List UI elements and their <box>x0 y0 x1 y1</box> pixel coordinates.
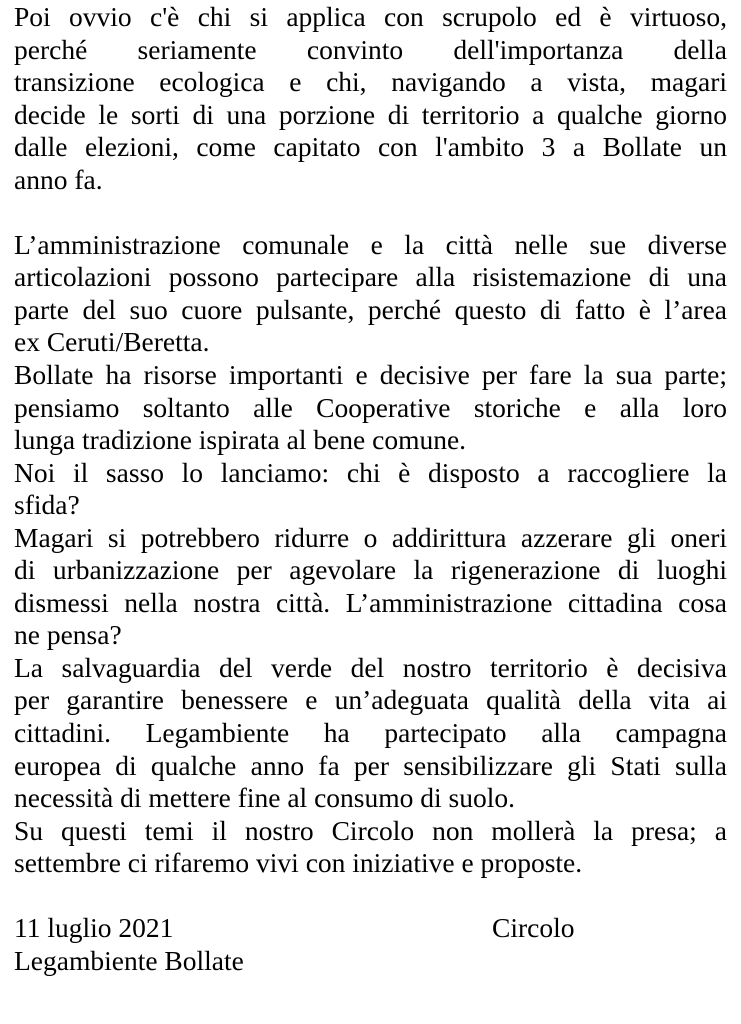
signature-line-1 <box>14 912 727 945</box>
text-line: perché seriamente convinto dell'importanza della <box>14 33 727 65</box>
text-line: Su questi temi il nostro Circolo non mollerà la presa; a <box>14 814 727 846</box>
paragraph-1 <box>14 1 727 196</box>
text-line: lunga tradizione ispirata al bene comune. <box>14 424 467 456</box>
text-line: ex Ceruti/Beretta. <box>14 326 210 358</box>
text-line: cittadini. Legambiente ha partecipato alla campagna <box>14 717 727 749</box>
text-line: articolazioni possono partecipare alla risistemazione di una <box>14 261 727 293</box>
text-line: per garantire benessere e un’adeguata qualità della vita ai <box>14 684 727 716</box>
text-line: anno fa. <box>14 163 103 195</box>
signature-org-name-line2: Legambiente Bollate <box>14 944 244 976</box>
paragraph-4 <box>14 457 727 522</box>
paragraph-7 <box>14 815 727 880</box>
text-line: europea di qualche anno fa per sensibilizzare gli Stati sulla <box>14 749 727 781</box>
text-line: Bollate ha risorse importanti e decisive per fare la sua parte; <box>14 359 727 391</box>
text-line: settembre ci rifaremo vivi con iniziative e proposte. <box>14 847 583 879</box>
text-line: sfida? <box>14 489 80 521</box>
paragraph-6 <box>14 652 727 815</box>
signature-block <box>14 912 727 977</box>
text-line: necessità di mettere fine al consumo di suolo. <box>14 782 515 814</box>
text-line: Poi ovvio c'è chi si applica con scrupolo ed è virtuoso, <box>14 1 727 32</box>
text-line: pensiamo soltanto alle Cooperative storiche e alla loro <box>14 391 727 423</box>
text-line: Noi il sasso lo lanciamo: chi è disposto a raccogliere la <box>14 456 727 488</box>
paragraph-5 <box>14 522 727 652</box>
text-line: L’amministrazione comunale e la città nelle sue diverse <box>14 228 727 260</box>
paragraph-3 <box>14 359 727 457</box>
text-line: di urbanizzazione per agevolare la rigenerazione di luoghi <box>14 554 727 586</box>
text-line: parte del suo cuore pulsante, perché questo di fatto è l’area <box>14 293 727 325</box>
signature-date: 11 luglio 2021 <box>14 912 174 944</box>
paragraph-2 <box>14 229 727 359</box>
text-line: dalle elezioni, come capitato con l'ambito 3 a Bollate un <box>14 131 727 163</box>
text-line: Magari si potrebbero ridurre o addirittura azzerare gli oneri <box>14 521 727 553</box>
text-line: La salvaguardia del verde del nostro territorio è decisiva <box>14 651 727 683</box>
text-line: decide le sorti di una porzione di territorio a qualche giorno <box>14 98 727 130</box>
text-line: ne pensa? <box>14 619 122 651</box>
text-line: dismessi nella nostra città. L’amministrazione cittadina cosa <box>14 586 727 618</box>
signature-line-2 <box>14 945 727 978</box>
signature-org-name: Circolo <box>492 912 575 944</box>
text-line: transizione ecologica e chi, navigando a vista, magari <box>14 66 727 98</box>
